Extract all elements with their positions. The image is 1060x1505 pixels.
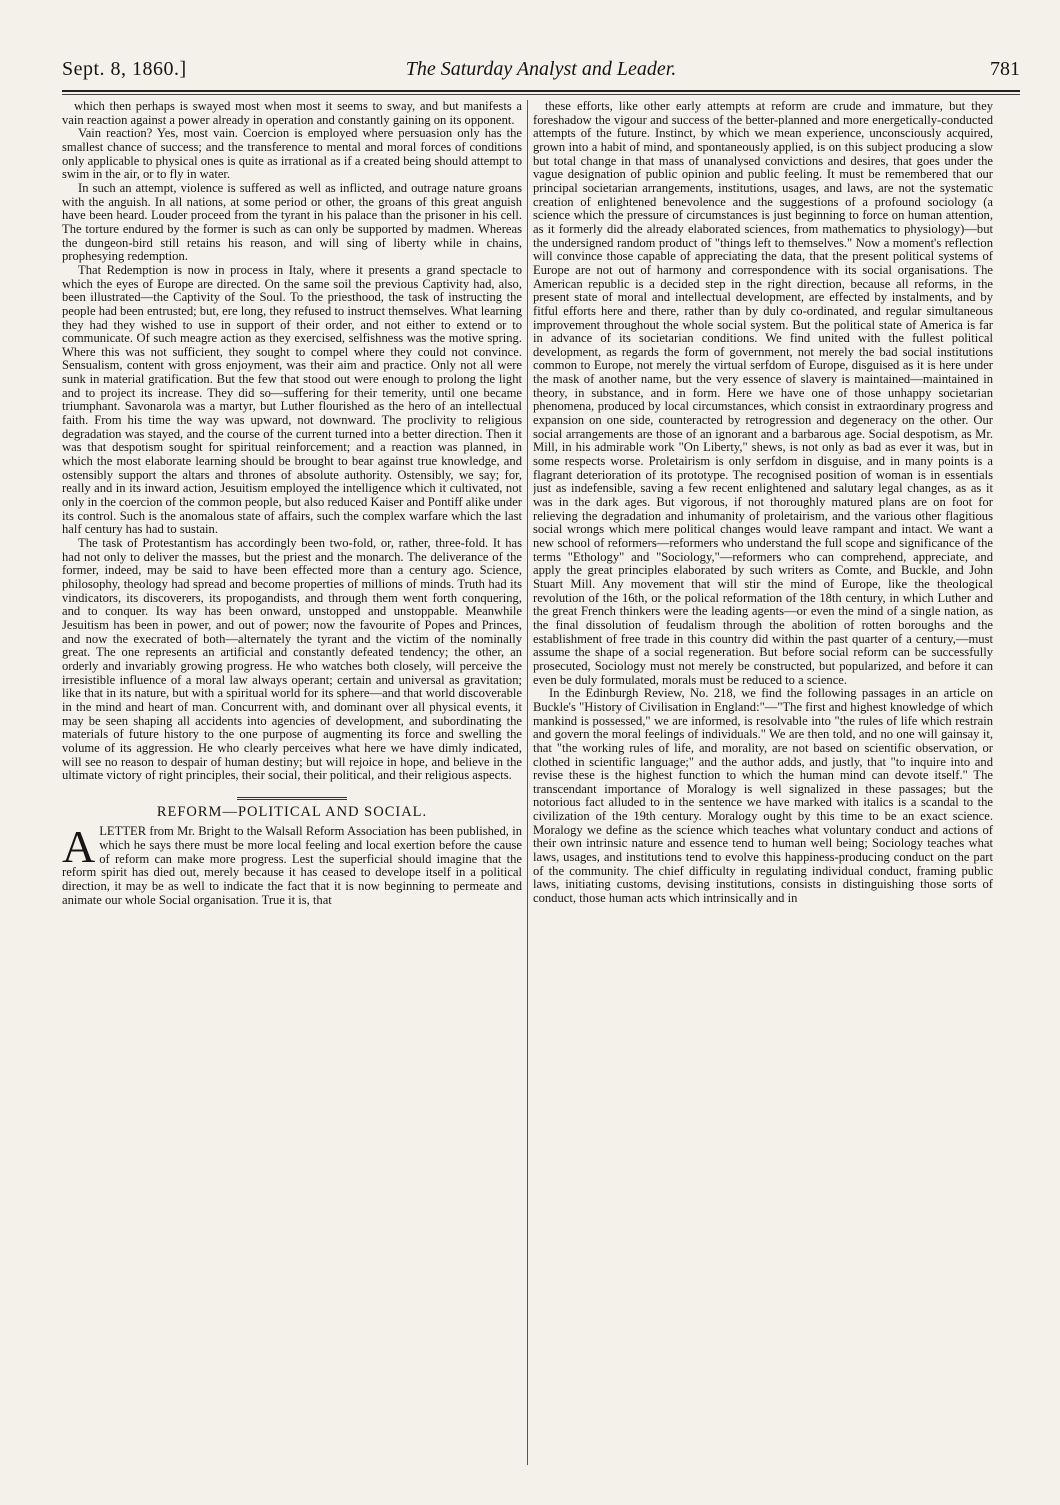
- section-title: REFORM—POLITICAL AND SOCIAL.: [156, 803, 428, 820]
- article-paragraph: these efforts, like other early attempts at reform are crude and immature, but they foreshadow the vigour and success of the better-planned and more energetically-conducted attempts of the future. Instinct, by which we mean experience, unconsciously acquired, grown into a habit of mind, and spontaneously applied, is on this subject producing a slow but total change in that mass of unanalysed convictions and desires, that goes under the vague designation of public opinion and public feeling. It must be remembered that our principal societarian arrangements, institutions, usages, and laws, are not the systematic creation of enlightened benevolence and the suggestions of a profound sociology (a science which the pressure of circumstances is just beginning to force on human attention, as it formerly did the already elaborated sciences, from mathematics to physiology)—but the undersigned random product of "things left to themselves." Now a moment's reflection will convince those capable of appreciating the data, that the present political systems of Europe are not out of harmony and correspondence with its social organisations. The American republic is a decided step in the right direction, because all reforms, in the present state of moral and intellectual development, are effected by instalments, and by fitful efforts here and there, rather than by duly co-ordinated, and regular simultaneous improvement throughout the whole social system. But the political state of America is far in advance of its societarian conditions. We find united with the fullest political development, as regards the form of government, not merely the bad social institutions common to Europe, not merely the virtual serfdom of Europe, disguised as it is here under the mask of another name, but the very essence of slavery is maintained—maintained in theory, in substance, and in form. Here we have one of those unhappy societarian phenomena, produced by local circumstances, which consist in extraordinary progress and expansion on one side, counteracted by retrogression and degeneracy on the other. Our social arrangements are those of an ignorant and a barbarous age. Social despotism, as Mr. Mill, in his admirable work "On Liberty," shews, is not only as bad as ever it was, but in some respects worse. Proletairism is only serfdom in disguise, and in many points is a flagrant deterioration of its prototype. The recognised position of woman is in essentials just as indefensible, saving a few recent enlightened and salutary legal changes, as as it was in the dark ages. But vigorous, if not thoroughly matured plans are on foot for relieving the degradation and inhumanity of proletairism, and the various other flagitious social wrongs which mere political changes would leave rampant and intact. We want a new school of reformers—reformers who understand the full scope and significance of the terms "Ethology" and "Sociology,"—reformers who can comprehend, appreciate, and apply the great principles elaborated by such writers as Comte, and Buckle, and John Stuart Mill. Any movement that will stir the mind of Europe, like the theological revolution of the 16th, or the polical reformation of the 18th century, in which Luther and the great French thinkers were the leading agents—or even the mind of a single nation, as the final dissolution of feudalism through the abolition of rotten boroughs and the establishment of free trade in this country did within the past quarter of a century,—must assume the shape of a social regeneration. But before social reform can be successfully prosecuted, Sociology must not merely be constructed, but popularized, and before it can even be duly formulated, morals must be reduced to a science.: [533, 100, 993, 687]
- article-paragraph: That Redemption is now in process in Italy, where it presents a grand spectacle to which the eyes of Europe are directed. On the same soil the previous Captivity had, also, been illustrated—the Captivity of the Soul. To the priesthood, the task of instructing the people had been entrusted; but, ere long, they refused to instruct themselves. What learning they had they wished to use in support of their order, and not either to extend or to communicate. Of such meagre action as they exercised, selfishness was the motive spring. Where this was not sufficient, they sought to compel where they could not convince. Sensualism, content with gross enjoyment, was their aim and practice. Only not all were sunk in material gratification. But the few that stood out were enough to prolong the light and to project its increase. They did so—suffering for their temerity, until one became triumphant. Savonarola was a martyr, but Luther flourished as the hero of an intellectual faith. From his time the way was upward, not downward. The proclivity to religious degradation was stayed, and the course of the current turned into a better direction. Then it was that despotism sought for spiritual reinforcement; and a reaction was planned, in which the most elaborate learning should be brought to bear against true knowledge, and ostensibly support the altars and thrones of absolute authority. Ostensibly, we say; for, really and in its inward action, Jesuitism employed the intelligence which it cultivated, not only in the coercion of the common people, but also reduced Kaiser and Pontiff alike under its control. Such is the anomalous state of affairs, such the complex warfare which the last half century has had to sustain.: [62, 262, 522, 537]
- header-rule: [62, 90, 1020, 92]
- page-number: 781: [990, 58, 1020, 80]
- column-divider: [527, 100, 528, 1465]
- article-paragraph: Vain reaction? Yes, most vain. Coercion is employed where persuasion only has the smallest chance of success; and the transference to mental and moral forces of conditions only applicable to physical ones is quite as irrational as if a created being should attempt to swim in the air, or to fly in water.: [62, 126, 522, 182]
- article-paragraph: In such an attempt, violence is suffered as well as inflicted, and outrage nature groans with the anguish. In all nations, at some period or other, the groans of this great anguish have been heard. Louder proceed from the tyrant in his palace than the prisoner in his cell. The torture endured by the former is such as can only be supported by madmen. Whereas the dungeon-bird still retains his reason, and will sing of liberty while in chains, prophesying redemption.: [62, 180, 522, 264]
- issue-date: Sept. 8, 1860.]: [62, 58, 187, 80]
- drop-cap: A: [62, 821, 96, 873]
- header-rule-thin: [62, 94, 1020, 95]
- left-column: [62, 100, 522, 1480]
- article-paragraph: The task of Protestantism has accordingly been two-fold, or, rather, three-fold. It has had not only to deliver the masses, but the priest and the monarch. The deliverance of the former, indeed, may be said to have been effected more than a century ago. Science, philosophy, theology had spread and become properties of millions of minds. Truth had its vindicators, its discoverers, its propogandists, and through them went forth conquering, and to conquer. Its way has been onward, unstopped and unstoppable. Meanwhile Jesuitism has been in power, and out of power; now the favourite of Popes and Princes, and now the execrated of both—alternately the tyrant and the victim of the nominally great. The one represents an artificial and constantly defeated tendency; the other, an orderly and invariably growing progress. He who watches both closely, will perceive the irresistible influence of a moral law always operant; certain and universal as gravitation; like that in its nature, but with a spiritual world for its sphere—and that world discoverable in the mind and heart of man. Concurrent with, and dominant over all physical events, it may be seen shaping all accidents into agencies of development, and subordinating the materials of future history to the one purpose of augmenting its force and swelling the volume of its aggression. He who clearly perceives what here we have dimly indicated, will see no reason to despair of human destiny; but will rejoice in hope, and believe in the ultimate victory of right principles, their social, their political, and their religious aspects.: [62, 536, 522, 783]
- right-column: [533, 100, 993, 1480]
- article-paragraph: [62, 821, 522, 907]
- publication-title: The Saturday Analyst and Leader.: [405, 58, 677, 80]
- page-header: [62, 58, 1020, 92]
- article-paragraph: which then perhaps is swayed most when most it seems to sway, and but manifests a vain reaction against a power already in operation and constantly gaining on its opponent.: [62, 100, 522, 127]
- article-paragraph: In the Edinburgh Review, No. 218, we find the following passages in an article on Buckle's "History of Civilisation in England:"—"The first and highest knowledge of which mankind is possessed," we are informed, is resolvable into "the rules of life which restrain and govern the moral feelings of individuals." We are then told, and no one will gainsay it, that "the working rules of life, and morality, are not based on scientific observation, or clothed in scientific language;" and the author adds, and justly, that "to inquire into and revise these is the highest function to which the human mind can devote itself." The transcendant importance of Moralogy is well signalized in these passages; but the notorious fact alluded to in the sentence we have marked with italics is a scandal to the civilization of the 19th century. Moralogy ought by this time to be an exact science. Moralogy we define as the science which teaches what voluntary conduct and actions of their own intrinsic nature and essence tend to human well being; Sociology teaches what laws, usages, and institutions tend to evolve this happiness-producing conduct on the part of the community. The chief difficulty in regulating individual conduct, framing public laws, initiating customs, devising institutions, consists in distinguishing those sorts of conduct, those human acts which intrinsically and in: [533, 686, 993, 906]
- section-separator: [237, 797, 347, 800]
- letter-paragraph-text: LETTER from Mr. Bright to the Walsall Reform Association has been published, in which he says there must be more local feeling and local exertion before the cause of reform can make more progress. Lest the superficial should imagine that the reform spirit has died out, merely because it has ceased to develope itself in a political direction, it may be as well to indicate the fact that it is now beginning to permeate and animate our whole Social organisation. True it is, that: [62, 824, 522, 907]
